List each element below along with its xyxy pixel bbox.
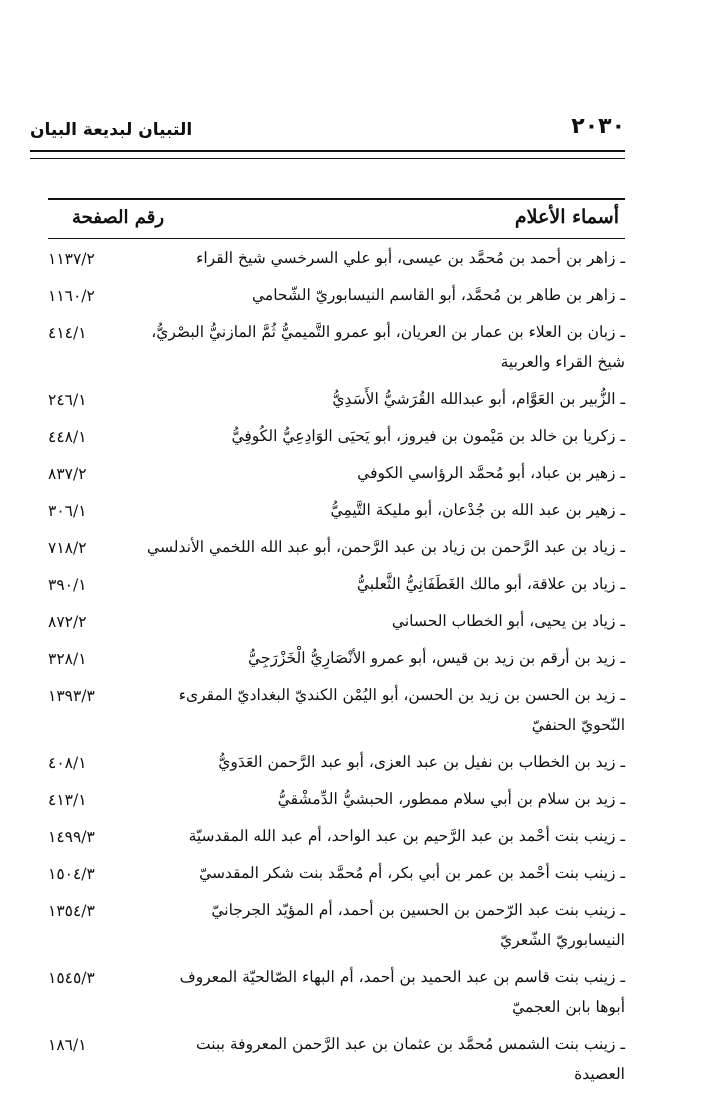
entry-name: ـ الزُّبير بن العَوَّام، أبو عبدالله القُرَشيُّ الأَسَدِيُّ — [332, 390, 625, 408]
entry-name: ـ زينب بنت الشمس مُحمَّد بن عثمان بن عبد الرَّحمن المعروفة ببنت العصيدة — [196, 1035, 625, 1083]
entry-name: ـ زياد بن علاقة، أبو مالك الغَطَفَانِيُّ الثَّعلبيُّ — [356, 575, 625, 593]
entry-name: ـ زكريا بن خالد بن مَيْمون بن فيروز، أبو يَحيَى الوَادِعِيُّ الكُوفِيُّ — [231, 427, 625, 445]
entry-page-ref: ٢٤٦/١ — [48, 391, 87, 409]
entry-page-ref: ١٥٠٤/٣ — [48, 865, 95, 883]
entry-page-ref: ٨٧٢/٢ — [48, 613, 87, 631]
index-entry — [48, 781, 625, 818]
index-entries — [48, 240, 625, 1093]
entry-page-ref: ١١٣٧/٢ — [48, 250, 95, 268]
entry-page-ref: ٤١٣/١ — [48, 791, 87, 809]
index-table-header — [48, 198, 625, 239]
entry-name: ـ زينب بنت عبد الرّحمن بن الحسين بن أحمد، أم المؤيّد الجرجانيّ النيسابوريّ الشّعريّ — [211, 901, 625, 949]
entry-page-ref: ٨٣٧/٢ — [48, 465, 87, 483]
entry-name: ـ زياد بن عبد الرَّحمن بن زياد بن عبد الرَّحمن، أبو عبد الله اللخمي الأندلسي — [147, 538, 625, 556]
entry-page-ref: ٤٠٨/١ — [48, 754, 87, 772]
entry-name: ـ زاهر بن أحمد بن مُحمَّد بن عيسى، أبو علي السرخسي شيخ القراء — [196, 249, 625, 267]
entry-page-ref: ٤١٤/١ — [48, 324, 87, 342]
index-entry — [48, 603, 625, 640]
entry-page-ref: ٤٤٨/١ — [48, 428, 87, 446]
index-entry — [48, 492, 625, 529]
index-entry — [48, 455, 625, 492]
entry-name: ـ زياد بن يحيى، أبو الخطاب الحساني — [391, 612, 625, 630]
book-title: التبيان لبديعة البيان — [30, 120, 193, 140]
entry-name: ـ زيد بن الخطاب بن نفيل بن عبد العزى، أبو عبد الرَّحمن العَدَويُّ — [218, 753, 625, 771]
index-entry — [48, 1026, 625, 1093]
entry-name: ـ زاهر بن طاهر بن مُحمَّد، أبو القاسم النيسابوريّ الشّحامي — [251, 286, 625, 304]
index-entry — [48, 640, 625, 677]
entry-name: ـ زهير بن عبد الله بن جُدْعان، أبو مليكة التَّيمِيُّ — [330, 501, 625, 519]
page-column-heading: رقم الصفحة — [72, 207, 165, 228]
entry-page-ref: ٣٠٦/١ — [48, 502, 87, 520]
index-entry — [48, 818, 625, 855]
index-entry — [48, 529, 625, 566]
index-entry — [48, 892, 625, 959]
header-rule — [30, 150, 625, 159]
entry-page-ref: ٣٩٠/١ — [48, 576, 87, 594]
index-entry — [48, 566, 625, 603]
entry-name: ـ زينب بنت قاسم بن عبد الحميد بن أحمد، أم البهاء الصّالحيّة المعروف أبوها بابن العجميّ — [179, 968, 625, 1016]
index-entry — [48, 381, 625, 418]
entry-page-ref: ١١٦٠/٢ — [48, 287, 95, 305]
index-entry — [48, 418, 625, 455]
entry-name: ـ زبان بن العلاء بن عمار بن العريان، أبو عمرو التَّميميُّ ثُمَّ المازنيُّ البصْريُّ، شيخ القراء والعربية — [151, 323, 625, 371]
entry-name: ـ زيد بن أرقم بن زيد بن قيس، أبو عمرو الأنْصَارِيُّ الْخَزْرَجِيُّ — [247, 649, 625, 667]
entry-name: ـ زهير بن عباد، أبو مُحمَّد الرؤاسي الكوفي — [357, 464, 625, 482]
index-entry — [48, 744, 625, 781]
entry-name: ـ زينب بنت أحْمد بن عمر بن أبي بكر، أم مُحمَّد بنت شكر المقدسيّ — [199, 864, 625, 882]
index-entry — [48, 240, 625, 277]
entry-page-ref: ٧١٨/٢ — [48, 539, 87, 557]
page-number: ٢٠٣٠ — [571, 114, 625, 139]
entry-page-ref: ٣٢٨/١ — [48, 650, 87, 668]
names-column-heading: أسماء الأعلام — [514, 206, 619, 228]
index-entry — [48, 959, 625, 1026]
index-entry — [48, 314, 625, 381]
entry-name: ـ زيد بن سلام بن أبي سلام ممطور، الحبشيُّ الدِّمشْقيُّ — [277, 790, 625, 808]
entry-page-ref: ١٣٩٣/٣ — [48, 687, 95, 705]
entry-page-ref: ١٨٦/١ — [48, 1036, 87, 1054]
index-entry — [48, 277, 625, 314]
running-header — [30, 112, 625, 148]
entry-page-ref: ١٣٥٤/٣ — [48, 902, 95, 920]
entry-name: ـ زينب بنت أحْمد بن عبد الرَّحيم بن عبد الواحد، أم عبد الله المقدسيّة — [188, 827, 625, 845]
entry-page-ref: ١٥٤٥/٣ — [48, 969, 95, 987]
index-entry — [48, 855, 625, 892]
entry-page-ref: ١٤٩٩/٣ — [48, 828, 95, 846]
entry-name: ـ زيد بن الحسن بن زيد بن الحسن، أبو اليُمْن الكنديّ البغداديّ المقرىء النّحويّ الحنفيّ — [178, 686, 625, 734]
index-entry — [48, 677, 625, 744]
